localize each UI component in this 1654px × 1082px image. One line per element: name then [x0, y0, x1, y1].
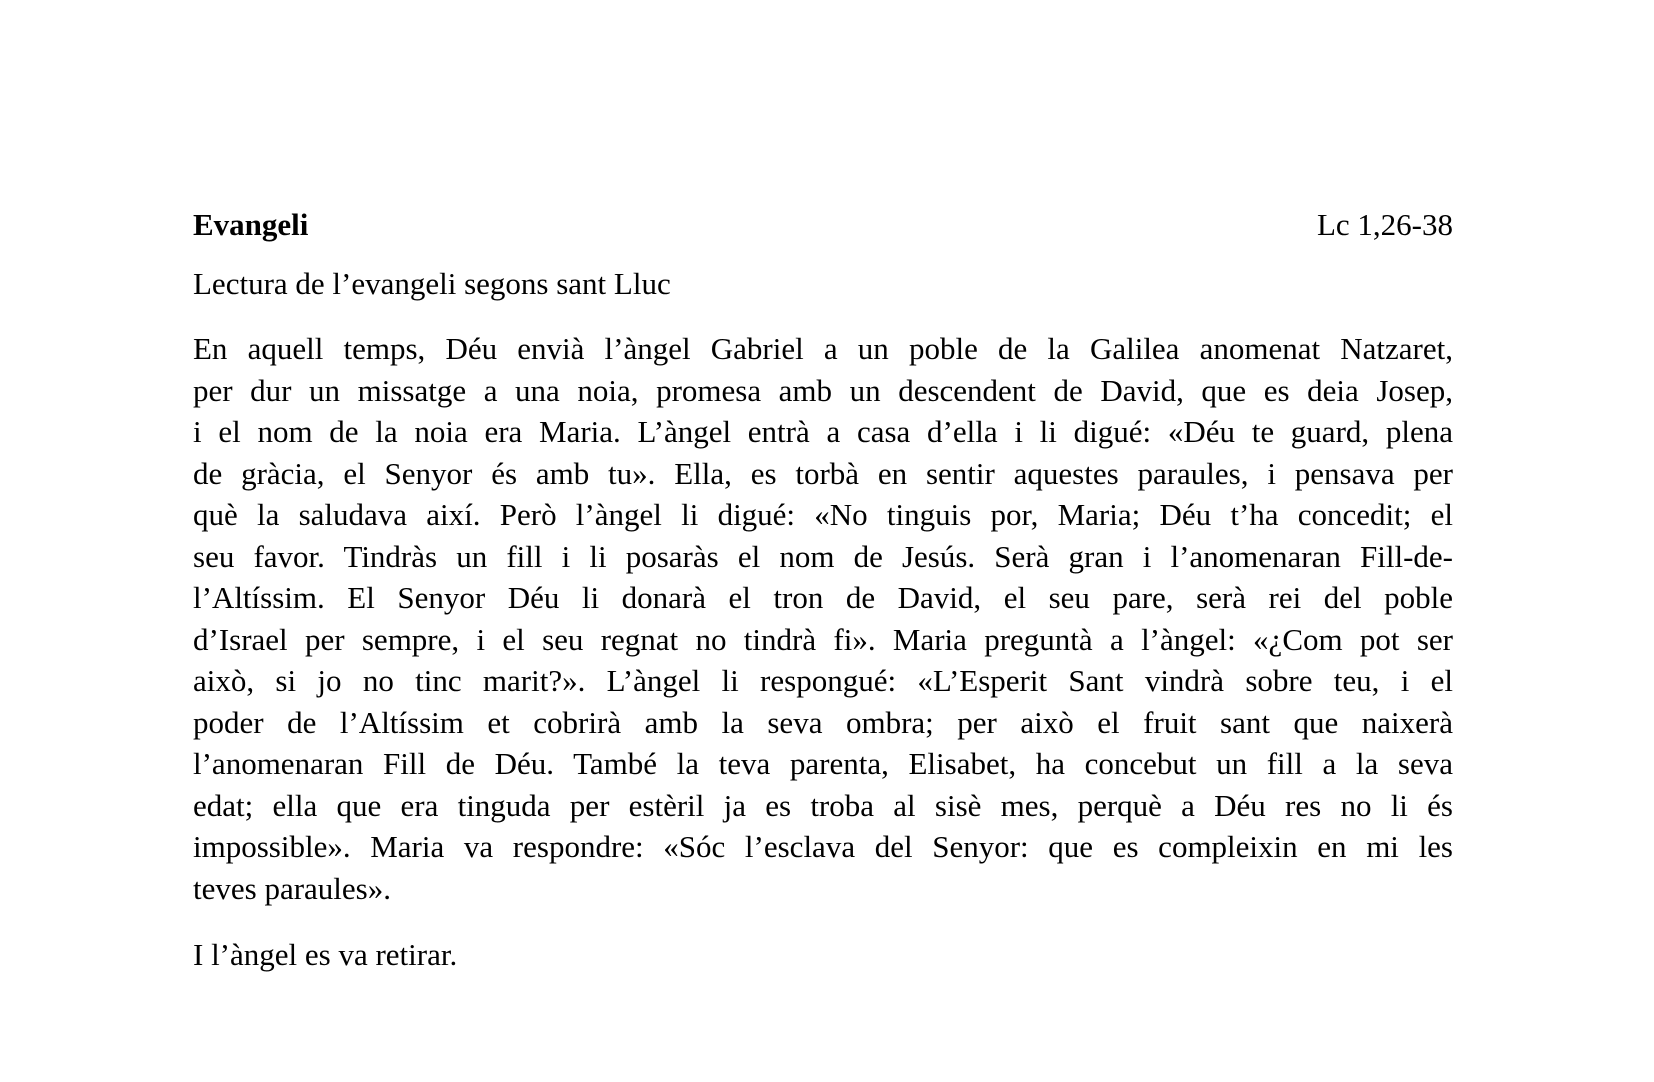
- body-text-line: poder de l’Altíssim et cobrirà amb la seva ombra; per això el fruit sant que naixerà: [193, 704, 1453, 740]
- body-text-line: seu favor. Tindràs un fill i li posaràs el nom de Jesús. Serà gran i l’anomenaran Fill-de-: [193, 538, 1453, 574]
- reading-body: [193, 328, 1453, 909]
- closing-line: I l’àngel es va retirar.: [193, 937, 458, 972]
- body-text-line: d’Israel per sempre, i el seu regnat no tindrà fi». Maria preguntà a l’àngel: «¿Com pot ser: [193, 621, 1453, 657]
- body-text-line: l’Altíssim. El Senyor Déu li donarà el tron de David, el seu pare, serà rei del poble: [193, 580, 1453, 615]
- scripture-reference: Lc 1,26-38: [1316, 207, 1453, 242]
- body-text-line: i el nom de la noia era Maria. L’àngel entrà a casa d’ella i li digué: «Déu te guard, plena: [193, 414, 1453, 449]
- body-text-line: teves paraules».: [193, 870, 391, 906]
- body-text-line: edat; ella que era tinguda per estèril ja es troba al sisè mes, perquè a Déu res no li és: [193, 787, 1453, 823]
- text-block: [193, 0, 1453, 976]
- body-text-line: impossible». Maria va respondre: «Sóc l’esclava del Senyor: que es compleixin en mi les: [193, 829, 1453, 864]
- body-text-line: l’anomenaran Fill de Déu. També la teva parenta, Elisabet, ha concebut un fill a la seva: [193, 746, 1453, 781]
- reading-subtitle: Lectura de l’evangeli segons sant Lluc: [193, 265, 671, 301]
- body-text-line: què la saludava així. Però l’àngel li digué: «No tinguis por, Maria; Déu t’ha concedit; el: [193, 497, 1453, 532]
- body-text-line: això, si jo no tinc marit?». L’àngel li respongué: «L’Esperit Sant vindrà sobre teu, i el: [193, 663, 1453, 698]
- header-row: [193, 204, 1453, 246]
- reading-title: Evangeli: [193, 207, 309, 242]
- body-text-line: de gràcia, el Senyor és amb tu». Ella, es torbà en sentir aquestes paraules, i pensava per: [193, 455, 1453, 491]
- body-text-line: En aquell temps, Déu envià l’àngel Gabriel a un poble de la Galilea anomenat Natzaret,: [193, 331, 1453, 366]
- body-text-line: per dur un missatge a una noia, promesa amb un descendent de David, que es deia Josep,: [193, 372, 1453, 408]
